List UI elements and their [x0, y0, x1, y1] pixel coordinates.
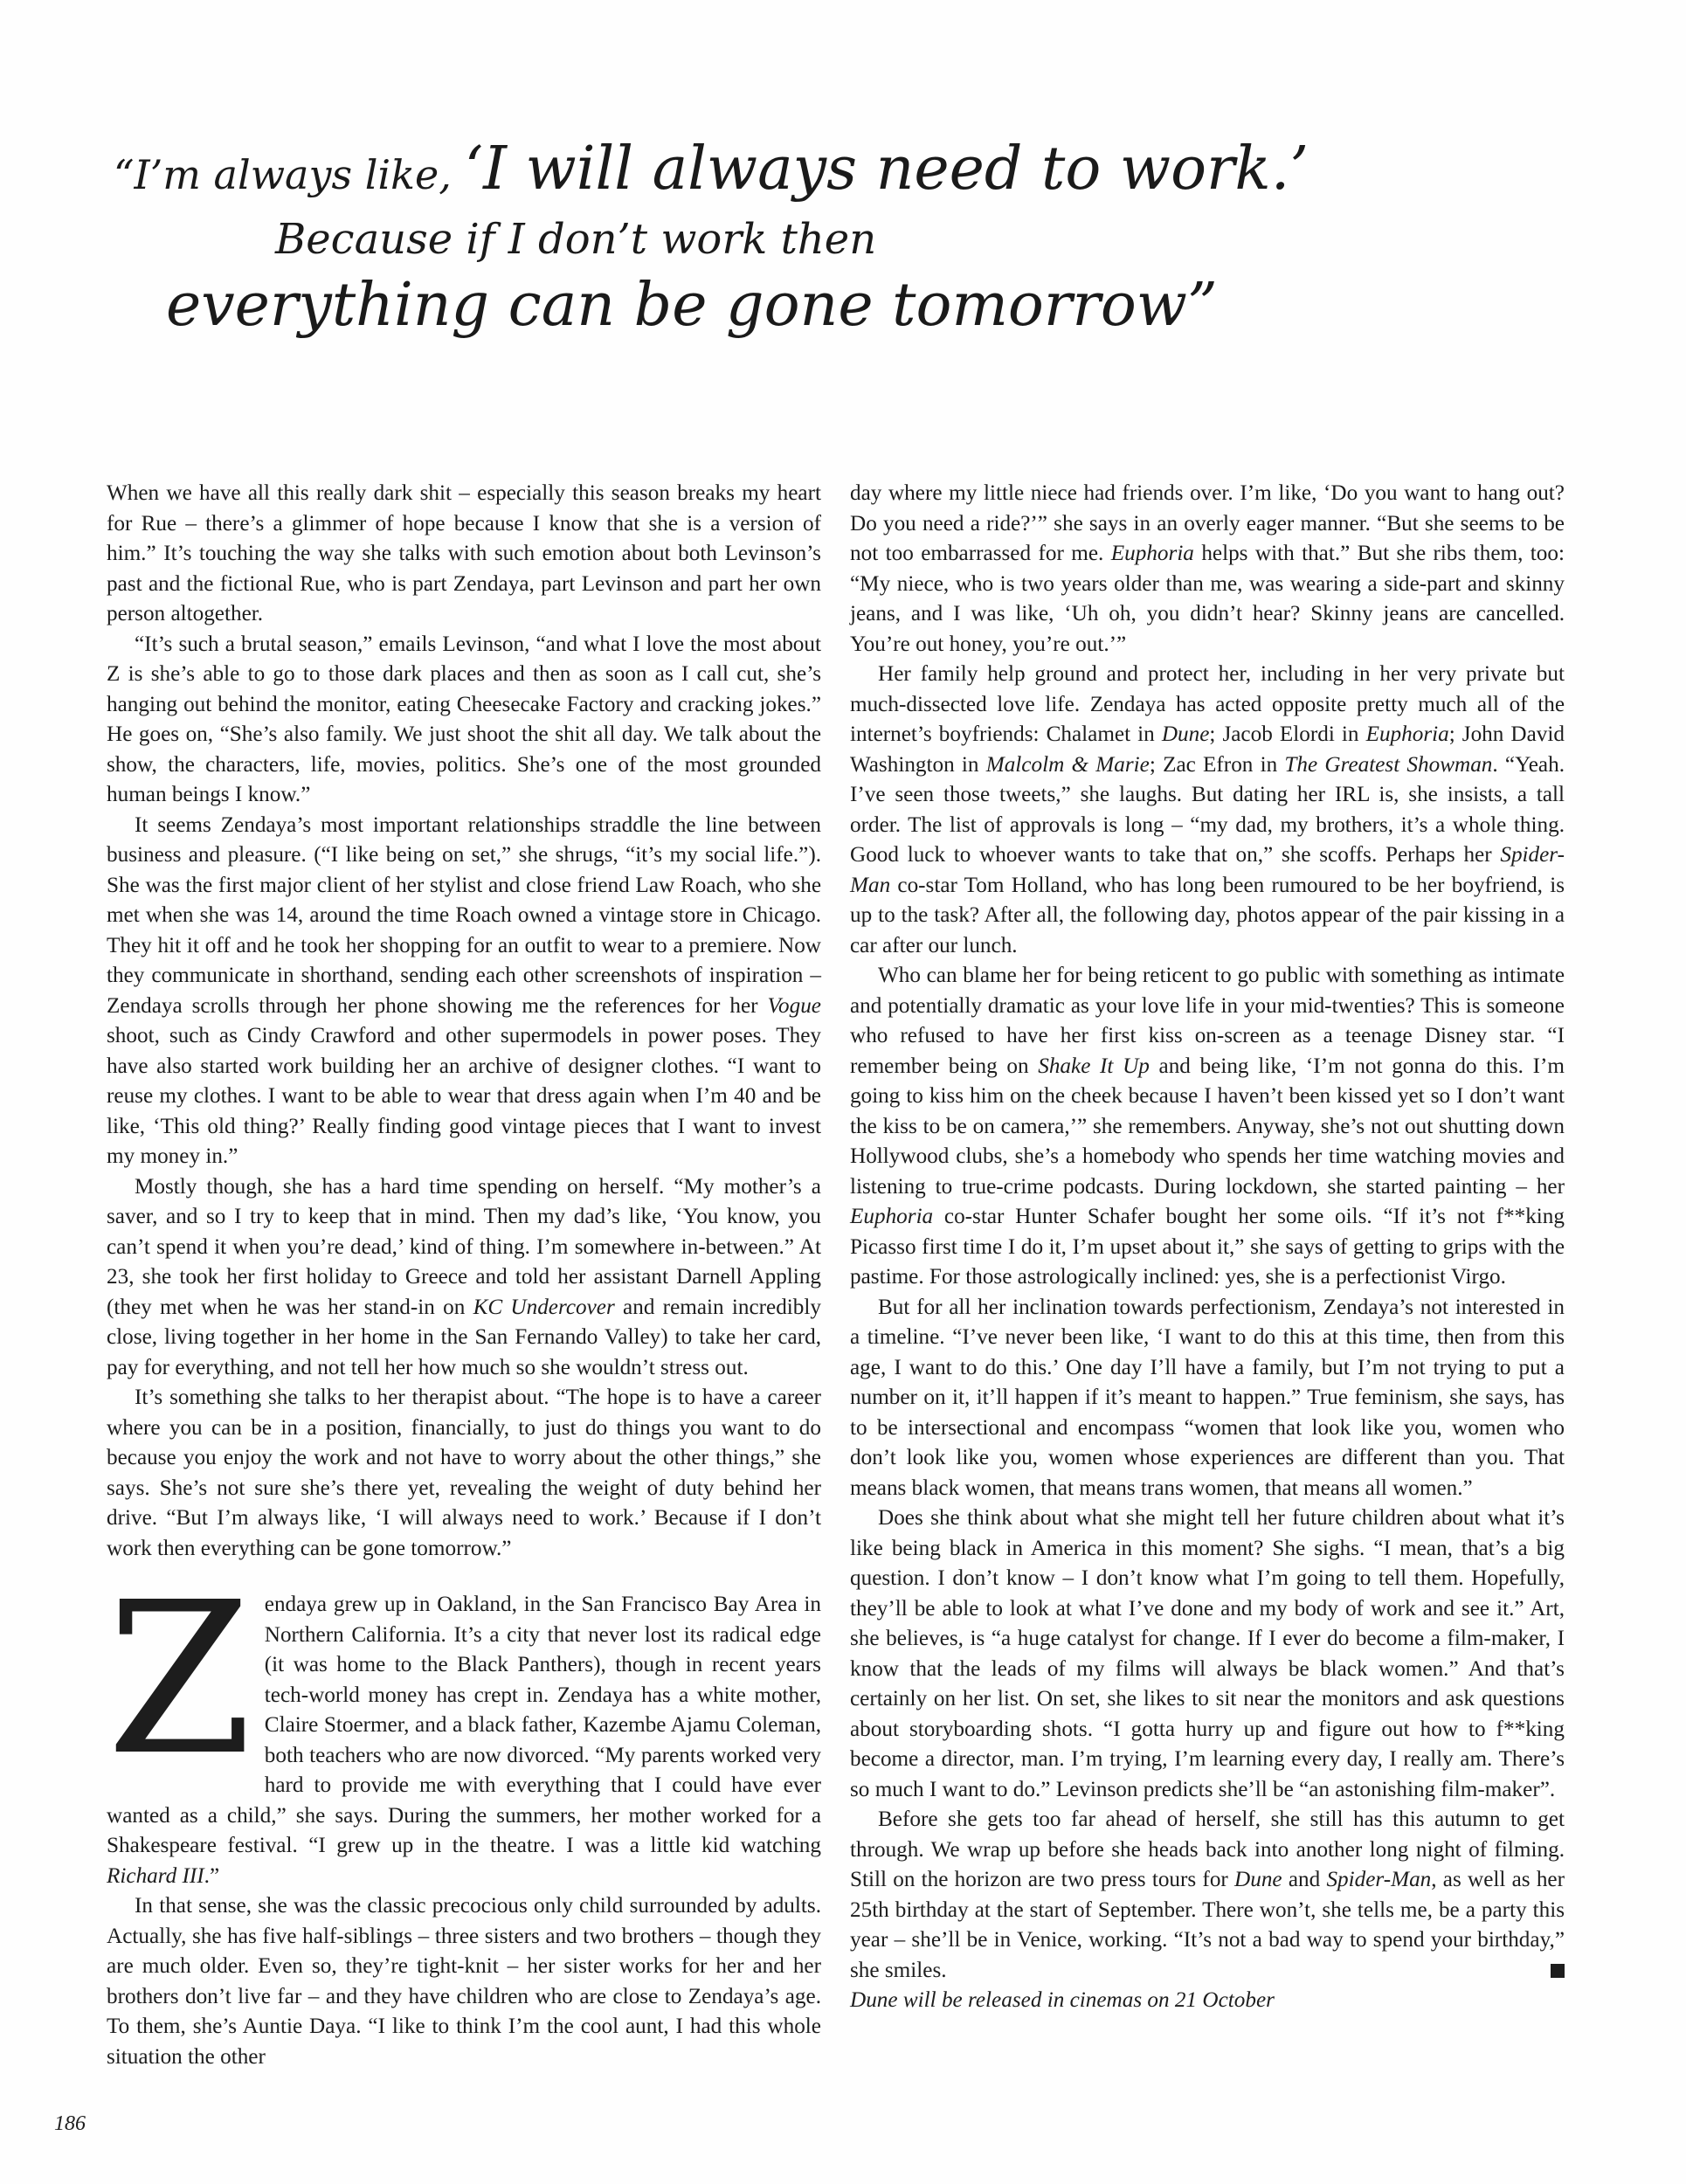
pull-quote-open: “I’m always like,: [114, 151, 465, 198]
paragraph: Who can blame her for being reticent to go public with something as intimate and potentially dramatic as your love life in your mid-twenties? This is someone who refused to have her first kiss on-screen as a teenage Disney star. “I remember being on Shake It Up and being like, ‘I’m not gonna do this. I’m going to kiss him on the cheek because I haven’t been kissed yet so I don’t want the kiss to be on camera,’” she remembers. Anyway, she’s not out shutting down Hollywood clubs, she’s a homebody who spends her time watching movies and listening to true-crime podcasts. During lockdown, she started painting – her Euphoria co-star Hunter Schafer bought her some oils. “If it’s not f**king Picasso first time I do it, I’m upset about it,” she says of getting to grips with the pastime. For those astrologically inclined: yes, she is a perfectionist Virgo.: [850, 964, 1565, 1289]
paragraph: day where my little niece had friends over. I’m like, ‘Do you want to hang out? Do you need a ride?’” she says in an overly eager manner. “But she seems to be not too embarrassed for me. Euphoria helps with that.” But she ribs them, too: “My niece, who is two years older than me, was wearing a side-part and skinny jeans, and I was like, ‘Uh oh, you didn’t hear? Skinny jeans are cancelled. You’re out honey, you’re out.’”: [850, 481, 1565, 656]
paragraph: It’s something she talks to her therapist about. “The hope is to have a career where you can be in a position, financially, to just do things you want to do because you enjoy the work and not have to worry about the other things,” she says. She’s not sure she’s there yet, revealing the weight of duty behind her drive. “But I’m always like, ‘I will always need to work.’ Because if I don’t work then everything can be gone tomorrow.”: [107, 1386, 821, 1560]
right-column: [850, 479, 1565, 2016]
paragraph: Does she think about what she might tell her future children about what it’s like being black in America in this moment? She sighs. “I mean, that’s a big question. I don’t know – I don’t know what I’m going to tell them. Hopefully, they’ll be able to look at what I’ve done and my body of work and see it.” Art, she believes, is “a huge catalyst for change. If I ever do become a film-maker, I know that the leads of my films will always be black women.” And that’s certainly on her list. On set, she likes to sit near the monitors and ask questions about storyboarding shots. “I gotta hurry up and figure out how to f**king become a director, man. I’m trying, I’m learning every day, I really am. There’s so much I want to do.” Levinson predicts she’ll be “an astonishing film-maker”.: [850, 1506, 1565, 1801]
paragraph-dropcap: Zendaya grew up in Oakland, in the San Francisco Bay Area in Northern California. It’s a city that never lost its radical edge (it was home to the Black Panthers), though in recent years tech-world money has crept in. Zendaya has a white mother, Claire Stoermer, and a black father, Kazembe Ajamu Coleman, both teachers who are now divorced. “My parents worked very hard to provide me with everything that I could have ever wanted as a child,” she says. During the summers, her mother worked for a Shakespeare festival. “I grew up in the theatre. I was a little kid watching Richard III.”: [107, 1557, 821, 1888]
pull-quote-line-1: [114, 135, 1424, 204]
paragraph: Before she gets too far ahead of herself, she still has this autumn to get through. We wrap up before she heads back into another long night of filming. Still on the horizon are two press tours for Dune and Spider-Man, as well as her 25th birthday at the start of September. There won’t, she tells me, be a party this year – she’ll be in Venice, working. “It’s not a bad way to spend your birthday,” she smiles.: [850, 1807, 1565, 1982]
paragraph: Her family help ground and protect her, including in her very private but much-dissected love life. Zendaya has acted opposite pretty much all of the internet’s boyfriends: Chalamet in Dune; Jacob Elordi in Euphoria; John David Washington in Malcolm & Marie; Zac Efron in The Greatest Showman. “Yeah. I’ve seen those tweets,” she laughs. But dating her IRL is, she insists, a tall order. The list of approvals is long – “my dad, my brothers, it’s a whole thing. Good luck to whoever wants to take that on,” she scoffs. Perhaps her Spider-Man co-star Tom Holland, who has long been rumoured to be her boyfriend, is up to the task? After all, the following day, photos appear of the pair kissing in a car after our lunch.: [850, 662, 1565, 957]
paragraph: It seems Zendaya’s most important relationships straddle the line between business and pleasure. (“I like being on set,” she shrugs, “it’s my social life.”). She was the first major client of her stylist and close friend Law Roach, who she met when she was 14, around the time Roach owned a vintage store in Chicago. They hit it off and he took her shopping for an outfit to wear to a premiere. Now they communicate in shorthand, sending each other screenshots of inspiration – Zendaya scrolls through her phone showing me the references for her Vogue shoot, such as Cindy Crawford and other supermodels in power poses. They have also started work building her an archive of designer clothes. “I want to reuse my clothes. I want to be able to wear that dress again when I’m 40 and be like, ‘This old thing?’ Really finding good vintage pieces that I want to invest my money in.”: [107, 812, 821, 1168]
pull-quote: [114, 135, 1424, 340]
end-mark-icon: [1551, 1964, 1565, 1978]
pull-quote-line-3: everything can be gone tomorrow”: [166, 271, 1218, 340]
left-column: [107, 479, 821, 2072]
release-credit: Dune will be released in cinemas on 21 October: [850, 1988, 1275, 2012]
paragraph: Mostly though, she has a hard time spending on herself. “My mother’s a saver, and so I try to keep that in mind. Then my dad’s like, ‘You know, you can’t spend it when you’re dead,’ kind of thing. I’m somewhere in-between.” At 23, she took her first holiday to Greece and told her assistant Darnell Appling (they met when he was her stand-in on KC Undercover and remain incredibly close, living together in her home in the San Fernando Valley) to take her card, pay for everything, and not tell her how much so she wouldn’t stress out.: [107, 1174, 821, 1379]
page-number: 186: [54, 2112, 86, 2135]
pull-quote-emphasis: ‘I will always need to work.’: [464, 135, 1309, 204]
paragraph: “It’s such a brutal season,” emails Levinson, “and what I love the most about Z is she’s able to go to those dark places and then as soon as I call cut, she’s hanging out behind the monitor, eating Cheesecake Factory and cracking jokes.” He goes on, “She’s also family. We just shoot the shit all day. We talk about the show, the characters, life, movies, politics. She’s one of the most grounded human beings I know.”: [107, 632, 821, 806]
drop-cap: Z: [107, 1557, 252, 1801]
paragraph: In that sense, she was the classic precocious only child surrounded by adults. Actually, she has five half-siblings – three sisters and two brothers – though they are much older. Even so, they’re tight-knit – her sister works for her and her brothers don’t live far – and they have children who are close to Zendaya’s age. To them, she’s Auntie Daya. “I like to think I’m the cool aunt, I had this whole situation the other: [107, 1894, 821, 2069]
paragraph: When we have all this really dark shit – especially this season breaks my heart for Rue – there’s a glimmer of hope because I know that she is a version of him.” It’s touching the way she talks with such emotion about both Levinson’s past and the fictional Rue, who is part Zendaya, part Levinson and part her own person altogether.: [107, 481, 821, 625]
pull-quote-line-2: Because if I don’t work then: [275, 215, 877, 264]
paragraph: But for all her inclination towards perfectionism, Zendaya’s not interested in a timeline. “I’ve never been like, ‘I want to do this at this time, then from this age, I want to do this.’ One day I’ll have a family, but I’m not trying to put a number on it, it’ll happen if it’s meant to happen.” True feminism, she says, has to be intersectional and encompass “women that look like you, women who don’t look like you, women whose experiences are different than you. That means black women, that means trans women, that means all women.”: [850, 1295, 1565, 1500]
